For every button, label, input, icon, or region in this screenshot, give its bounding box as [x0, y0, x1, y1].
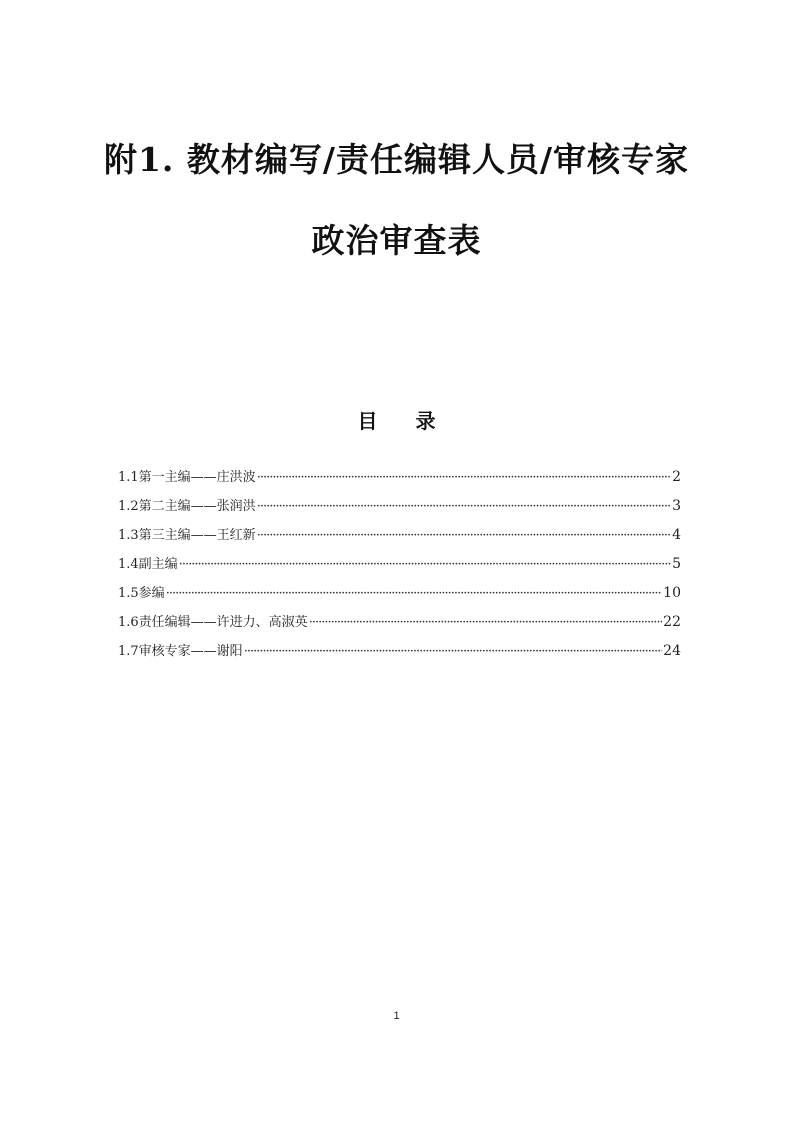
toc-entry-page: 10	[663, 585, 681, 601]
document-title-line-2: 政治审查表	[311, 221, 482, 260]
toc-heading-right: 录	[415, 409, 436, 433]
toc-entry-label: 1.4副主编	[118, 557, 178, 572]
toc-leader-dots	[257, 528, 671, 543]
toc-entry[interactable]	[118, 524, 681, 553]
toc-leader-dots	[257, 470, 671, 485]
toc-entry[interactable]	[118, 640, 681, 669]
toc-entry-label: 1.6责任编辑——许进力、高淑英	[118, 615, 308, 630]
toc-entry[interactable]	[118, 582, 681, 611]
toc-entry-page: 2	[672, 469, 681, 485]
toc-entry-label: 1.5参编	[118, 586, 165, 601]
toc-entry[interactable]	[118, 495, 681, 524]
toc-entry-page: 5	[672, 556, 681, 572]
toc-entry-page: 22	[663, 614, 681, 630]
toc-entry-page: 24	[663, 643, 681, 659]
toc-heading-left: 目	[357, 409, 378, 433]
toc-entry[interactable]	[118, 466, 681, 495]
toc-leader-dots	[309, 615, 662, 630]
toc-entry-label: 1.1第一主编——庄洪波	[118, 470, 256, 485]
toc-entry[interactable]	[118, 553, 681, 582]
toc-entry-label: 1.7审核专家——谢阳	[118, 644, 243, 659]
toc-entry[interactable]	[118, 611, 681, 640]
toc-entry-page: 4	[672, 527, 681, 543]
table-of-contents	[118, 466, 681, 669]
page-number: 1	[393, 1010, 400, 1022]
toc-leader-dots	[166, 586, 662, 601]
toc-entry-label: 1.2第二主编——张润洪	[118, 499, 256, 514]
toc-leader-dots	[244, 644, 662, 659]
document-title-line-1: 附1. 教材编写/责任编辑人员/审核专家	[103, 140, 690, 179]
toc-entry-page: 3	[672, 498, 681, 514]
toc-leader-dots	[179, 557, 671, 572]
toc-entry-label: 1.3第三主编——王红新	[118, 528, 256, 543]
toc-leader-dots	[257, 499, 671, 514]
toc-heading	[0, 405, 793, 434]
